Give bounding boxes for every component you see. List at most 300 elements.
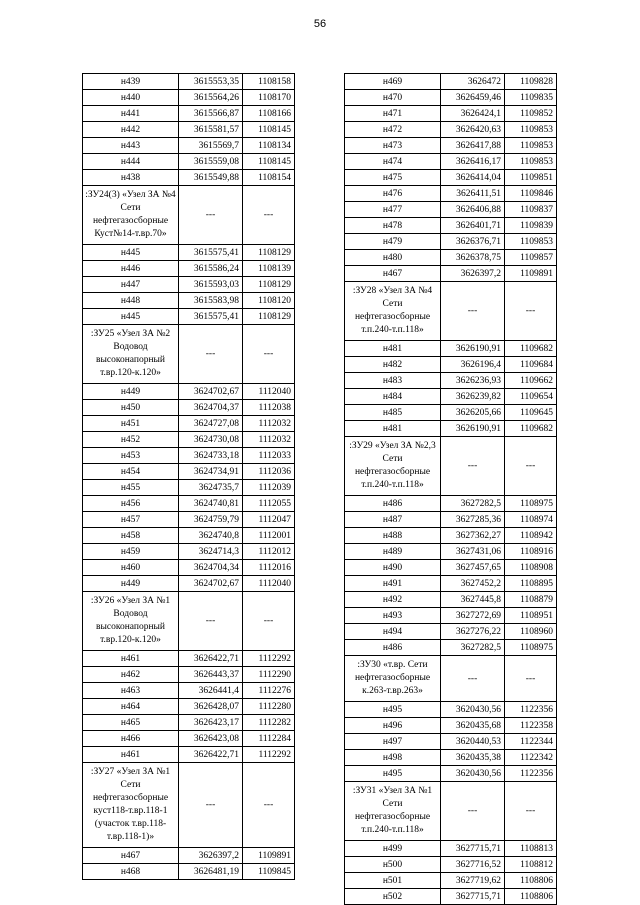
x-coordinate: 3624702,67 [179,576,243,592]
x-coordinate: 3626190,91 [441,341,505,357]
y-coordinate: 1112290 [243,667,295,683]
point-id: н491 [345,576,441,592]
point-id: н460 [83,560,179,576]
y-coordinate: 1109682 [505,341,557,357]
coordinate-row [345,122,557,138]
x-coordinate: 3627715,71 [441,889,505,905]
x-coordinate: 3620430,56 [441,766,505,782]
x-coordinate: 3626423,08 [179,731,243,747]
point-id: н462 [83,667,179,683]
coordinate-row [83,496,295,512]
y-coordinate: 1112033 [243,448,295,464]
y-coordinate: 1109853 [505,234,557,250]
point-id: н447 [83,277,179,293]
coordinate-row [345,170,557,186]
x-coordinate: 3615575,41 [179,245,243,261]
point-id: н449 [83,576,179,592]
coordinate-row [345,734,557,750]
x-coordinate: 3626196,4 [441,357,505,373]
point-id: н454 [83,464,179,480]
coordinates-table-left-body [83,74,295,880]
x-coordinate: 3626376,71 [441,234,505,250]
point-id: н463 [83,683,179,699]
y-coordinate: 1108154 [243,170,295,186]
coordinate-row [345,405,557,421]
coordinate-row [83,560,295,576]
coordinate-row [83,512,295,528]
point-id: н469 [345,74,441,90]
x-coordinate: 3626397,2 [179,848,243,864]
point-id: н448 [83,293,179,309]
point-id: н494 [345,624,441,640]
point-id: н470 [345,90,441,106]
coordinate-row [83,106,295,122]
y-coordinate: 1112284 [243,731,295,747]
coordinate-row [345,154,557,170]
coordinate-row [83,170,295,186]
x-coordinate: 3624734,91 [179,464,243,480]
point-id: н453 [83,448,179,464]
point-id: н472 [345,122,441,138]
x-coordinate: 3615575,41 [179,309,243,325]
y-coordinate: 1109839 [505,218,557,234]
point-id: н486 [345,496,441,512]
coordinates-table-right [344,73,557,905]
y-coordinate: 1108908 [505,560,557,576]
y-coordinate: 1108974 [505,512,557,528]
x-coordinate: 3626239,82 [441,389,505,405]
x-coordinate: 3626401,71 [441,218,505,234]
land-plot-header-row [83,186,295,245]
x-coordinate: 3620430,56 [441,702,505,718]
coordinate-row [345,266,557,282]
x-coordinate: 3626441,4 [179,683,243,699]
coordinate-row [83,293,295,309]
coordinate-row [83,74,295,90]
y-coordinate: 1112016 [243,560,295,576]
point-id: н495 [345,702,441,718]
x-coordinate: 3627272,69 [441,608,505,624]
coordinate-row [345,90,557,106]
coordinate-row [345,857,557,873]
x-coordinate: 3624740,81 [179,496,243,512]
point-id: н490 [345,560,441,576]
x-coordinate: 3626416,17 [441,154,505,170]
page-number: 56 [313,18,327,30]
x-coordinate: 3626406,88 [441,202,505,218]
coordinate-row [83,864,295,880]
x-coordinate: 3627282,5 [441,496,505,512]
y-coordinate: 1108139 [243,261,295,277]
land-plot-header-row [83,325,295,384]
x-coordinate: 3626428,07 [179,699,243,715]
coordinate-row [83,138,295,154]
coordinate-row [83,384,295,400]
point-id: н450 [83,400,179,416]
coordinate-row [345,608,557,624]
x-coordinate: 3627282,5 [441,640,505,656]
point-id: н466 [83,731,179,747]
y-coordinate: 1108806 [505,873,557,889]
point-id: н458 [83,528,179,544]
coordinate-row [345,576,557,592]
coordinate-row [345,373,557,389]
y-coordinate: 1109662 [505,373,557,389]
point-id: н456 [83,496,179,512]
coordinate-row [345,250,557,266]
point-id: н455 [83,480,179,496]
coordinates-table-left [82,73,295,880]
x-coordinate: 3624730,08 [179,432,243,448]
point-id: н495 [345,766,441,782]
coordinate-row [83,154,295,170]
point-id: н457 [83,512,179,528]
x-coordinate: 3620440,53 [441,734,505,750]
y-coordinate: 1122358 [505,718,557,734]
y-coordinate: --- [243,763,295,848]
coordinate-row [83,261,295,277]
coordinate-row [83,544,295,560]
coordinate-row [345,544,557,560]
land-plot-header-row [345,282,557,341]
point-id: н487 [345,512,441,528]
coordinate-row [345,357,557,373]
land-plot-label: :ЗУ24(3) «Узел ЗА №4 Сети нефтегазосборные Куст№14-т.вр.70» [83,186,179,245]
y-coordinate: --- [505,282,557,341]
x-coordinate: 3624714,3 [179,544,243,560]
point-id: н486 [345,640,441,656]
point-id: н443 [83,138,179,154]
x-coordinate: 3627719,62 [441,873,505,889]
x-coordinate: 3626205,66 [441,405,505,421]
coordinate-row [345,889,557,905]
point-id: н441 [83,106,179,122]
point-id: н445 [83,309,179,325]
coordinate-row [83,400,295,416]
point-id: н483 [345,373,441,389]
y-coordinate: 1108916 [505,544,557,560]
y-coordinate: 1108960 [505,624,557,640]
point-id: н467 [345,266,441,282]
x-coordinate: 3626420,63 [441,122,505,138]
y-coordinate: 1109684 [505,357,557,373]
x-coordinate: 3626472 [441,74,505,90]
coordinate-row [345,218,557,234]
x-coordinate: 3626414,04 [441,170,505,186]
land-plot-label: :ЗУ29 «Узел ЗА №2,3 Сети нефтегазосборные т.п.240-т.п.118» [345,437,441,496]
land-plot-label: :ЗУ25 «Узел ЗА №2 Водовод высоконапорный т.вр.120-к.120» [83,325,179,384]
x-coordinate: 3626417,88 [441,138,505,154]
point-id: н500 [345,857,441,873]
x-coordinate: 3626459,46 [441,90,505,106]
x-coordinate: 3626443,37 [179,667,243,683]
y-coordinate: 1109835 [505,90,557,106]
point-id: н498 [345,750,441,766]
x-coordinate: 3624727,08 [179,416,243,432]
point-id: н473 [345,138,441,154]
land-plot-header-row [345,437,557,496]
x-coordinate: --- [441,437,505,496]
coordinate-row [345,640,557,656]
point-id: н478 [345,218,441,234]
coordinate-row [83,651,295,667]
y-coordinate: 1109654 [505,389,557,405]
coordinate-row [83,416,295,432]
x-coordinate: 3626423,17 [179,715,243,731]
x-coordinate: 3627445,8 [441,592,505,608]
x-coordinate: 3615553,35 [179,74,243,90]
x-coordinate: 3624704,34 [179,560,243,576]
coordinate-row [83,464,295,480]
point-id: н438 [83,170,179,186]
y-coordinate: 1108166 [243,106,295,122]
coordinates-table-right-body [345,74,557,905]
point-id: н501 [345,873,441,889]
x-coordinate: 3615586,24 [179,261,243,277]
y-coordinate: 1108975 [505,496,557,512]
coordinate-row [83,122,295,138]
y-coordinate: 1108129 [243,309,295,325]
y-coordinate: --- [505,656,557,702]
point-id: н482 [345,357,441,373]
point-id: н502 [345,889,441,905]
y-coordinate: 1112292 [243,747,295,763]
land-plot-header-row [345,656,557,702]
y-coordinate: 1108129 [243,277,295,293]
point-id: н492 [345,592,441,608]
point-id: н480 [345,250,441,266]
y-coordinate: 1122356 [505,766,557,782]
x-coordinate: 3615593,03 [179,277,243,293]
coordinate-row [83,576,295,592]
y-coordinate: 1112280 [243,699,295,715]
point-id: н440 [83,90,179,106]
coordinate-row [345,750,557,766]
land-plot-label: :ЗУ28 «Узел ЗА №4 Сети нефтегазосборные т.п.240-т.п.118» [345,282,441,341]
land-plot-label: :ЗУ26 «Узел ЗА №1 Водовод высоконапорный т.вр.120-к.120» [83,592,179,651]
coordinate-row [345,702,557,718]
y-coordinate: 1108145 [243,154,295,170]
x-coordinate: 3624702,67 [179,384,243,400]
point-id: н444 [83,154,179,170]
coordinate-row [83,309,295,325]
coordinate-row [83,245,295,261]
x-coordinate: 3615566,87 [179,106,243,122]
y-coordinate: 1109851 [505,170,557,186]
x-coordinate: --- [441,782,505,841]
coordinate-row [345,512,557,528]
coordinate-row [345,186,557,202]
point-id: н488 [345,528,441,544]
point-id: н496 [345,718,441,734]
x-coordinate: 3627457,65 [441,560,505,576]
y-coordinate: 1122342 [505,750,557,766]
coordinate-row [345,74,557,90]
land-plot-header-row [83,763,295,848]
x-coordinate: --- [441,656,505,702]
coordinate-row [83,277,295,293]
coordinate-row [83,432,295,448]
coordinate-row [345,106,557,122]
x-coordinate: 3627716,52 [441,857,505,873]
x-coordinate: 3624740,8 [179,528,243,544]
y-coordinate: 1108951 [505,608,557,624]
land-plot-header-row [345,782,557,841]
coordinate-row [83,747,295,763]
coordinate-row [83,731,295,747]
coordinate-row [83,90,295,106]
x-coordinate: 3624735,7 [179,480,243,496]
point-id: н481 [345,341,441,357]
x-coordinate: 3626424,1 [441,106,505,122]
y-coordinate: 1112036 [243,464,295,480]
coordinate-row [83,528,295,544]
y-coordinate: 1122356 [505,702,557,718]
coordinate-row [83,448,295,464]
y-coordinate: 1109837 [505,202,557,218]
point-id: н493 [345,608,441,624]
y-coordinate: 1112055 [243,496,295,512]
y-coordinate: 1109891 [243,848,295,864]
x-coordinate: 3626481,19 [179,864,243,880]
x-coordinate: --- [179,763,243,848]
x-coordinate: --- [179,186,243,245]
point-id: н499 [345,841,441,857]
x-coordinate: 3626378,75 [441,250,505,266]
point-id: н484 [345,389,441,405]
y-coordinate: 1109852 [505,106,557,122]
coordinate-row [345,592,557,608]
x-coordinate: 3627276,22 [441,624,505,640]
y-coordinate: 1108158 [243,74,295,90]
x-coordinate: 3615559,08 [179,154,243,170]
y-coordinate: 1109682 [505,421,557,437]
y-coordinate: 1112040 [243,576,295,592]
x-coordinate: --- [179,325,243,384]
y-coordinate: 1108145 [243,122,295,138]
coordinate-row [345,202,557,218]
x-coordinate: 3627362,27 [441,528,505,544]
x-coordinate: 3626190,91 [441,421,505,437]
y-coordinate: 1109845 [243,864,295,880]
point-id: н461 [83,747,179,763]
y-coordinate: 1112001 [243,528,295,544]
y-coordinate: 1109853 [505,122,557,138]
point-id: н497 [345,734,441,750]
x-coordinate: 3624759,79 [179,512,243,528]
y-coordinate: 1109853 [505,138,557,154]
point-id: н445 [83,245,179,261]
coordinate-row [345,560,557,576]
land-plot-label: :ЗУ27 «Узел ЗА №1 Сети нефтегазосборные куст118-т.вр.118-1 (участок т.вр.118-т.вр.118-1)» [83,763,179,848]
x-coordinate: 3626397,2 [441,266,505,282]
coordinate-row [83,715,295,731]
coordinate-row [345,496,557,512]
x-coordinate: 3615581,57 [179,122,243,138]
land-plot-header-row [83,592,295,651]
x-coordinate: --- [441,282,505,341]
coordinate-row [83,848,295,864]
y-coordinate: 1112038 [243,400,295,416]
x-coordinate: 3620435,68 [441,718,505,734]
y-coordinate: 1109891 [505,266,557,282]
y-coordinate: 1112032 [243,432,295,448]
x-coordinate: 3627715,71 [441,841,505,857]
point-id: н439 [83,74,179,90]
x-coordinate: 3627285,36 [441,512,505,528]
y-coordinate: 1112040 [243,384,295,400]
coordinate-row [83,699,295,715]
point-id: н475 [345,170,441,186]
y-coordinate: 1108813 [505,841,557,857]
coordinate-row [345,718,557,734]
y-coordinate: 1109645 [505,405,557,421]
coordinate-row [345,341,557,357]
point-id: н446 [83,261,179,277]
y-coordinate: --- [505,782,557,841]
y-coordinate: 1109853 [505,154,557,170]
y-coordinate: 1108134 [243,138,295,154]
land-plot-label: :ЗУ31 «Узел ЗА №1 Сети нефтегазосборные т.п.240-т.п.118» [345,782,441,841]
y-coordinate: 1112012 [243,544,295,560]
point-id: н459 [83,544,179,560]
y-coordinate: 1112282 [243,715,295,731]
y-coordinate: --- [243,592,295,651]
coordinate-row [345,234,557,250]
x-coordinate: 3620435,38 [441,750,505,766]
x-coordinate: 3624733,18 [179,448,243,464]
y-coordinate: 1108812 [505,857,557,873]
point-id: н442 [83,122,179,138]
y-coordinate: 1112292 [243,651,295,667]
coordinate-row [345,421,557,437]
y-coordinate: 1109828 [505,74,557,90]
coordinate-row [345,389,557,405]
coordinate-row [345,873,557,889]
point-id: н461 [83,651,179,667]
coordinate-row [83,667,295,683]
coordinate-row [345,624,557,640]
x-coordinate: 3627431,06 [441,544,505,560]
x-coordinate: 3624704,37 [179,400,243,416]
y-coordinate: 1108129 [243,245,295,261]
point-id: н451 [83,416,179,432]
y-coordinate: 1108942 [505,528,557,544]
point-id: н452 [83,432,179,448]
x-coordinate: 3626422,71 [179,747,243,763]
point-id: н481 [345,421,441,437]
y-coordinate: 1112039 [243,480,295,496]
y-coordinate: 1112047 [243,512,295,528]
x-coordinate: 3615549,88 [179,170,243,186]
y-coordinate: 1108879 [505,592,557,608]
coordinate-row [345,528,557,544]
y-coordinate: --- [243,186,295,245]
y-coordinate: 1108806 [505,889,557,905]
point-id: н468 [83,864,179,880]
point-id: н467 [83,848,179,864]
coordinate-row [345,138,557,154]
point-id: н485 [345,405,441,421]
x-coordinate: 3615583,98 [179,293,243,309]
y-coordinate: 1108170 [243,90,295,106]
point-id: н476 [345,186,441,202]
point-id: н464 [83,699,179,715]
y-coordinate: 1112032 [243,416,295,432]
coordinate-row [83,480,295,496]
y-coordinate: --- [243,325,295,384]
x-coordinate: 3626422,71 [179,651,243,667]
